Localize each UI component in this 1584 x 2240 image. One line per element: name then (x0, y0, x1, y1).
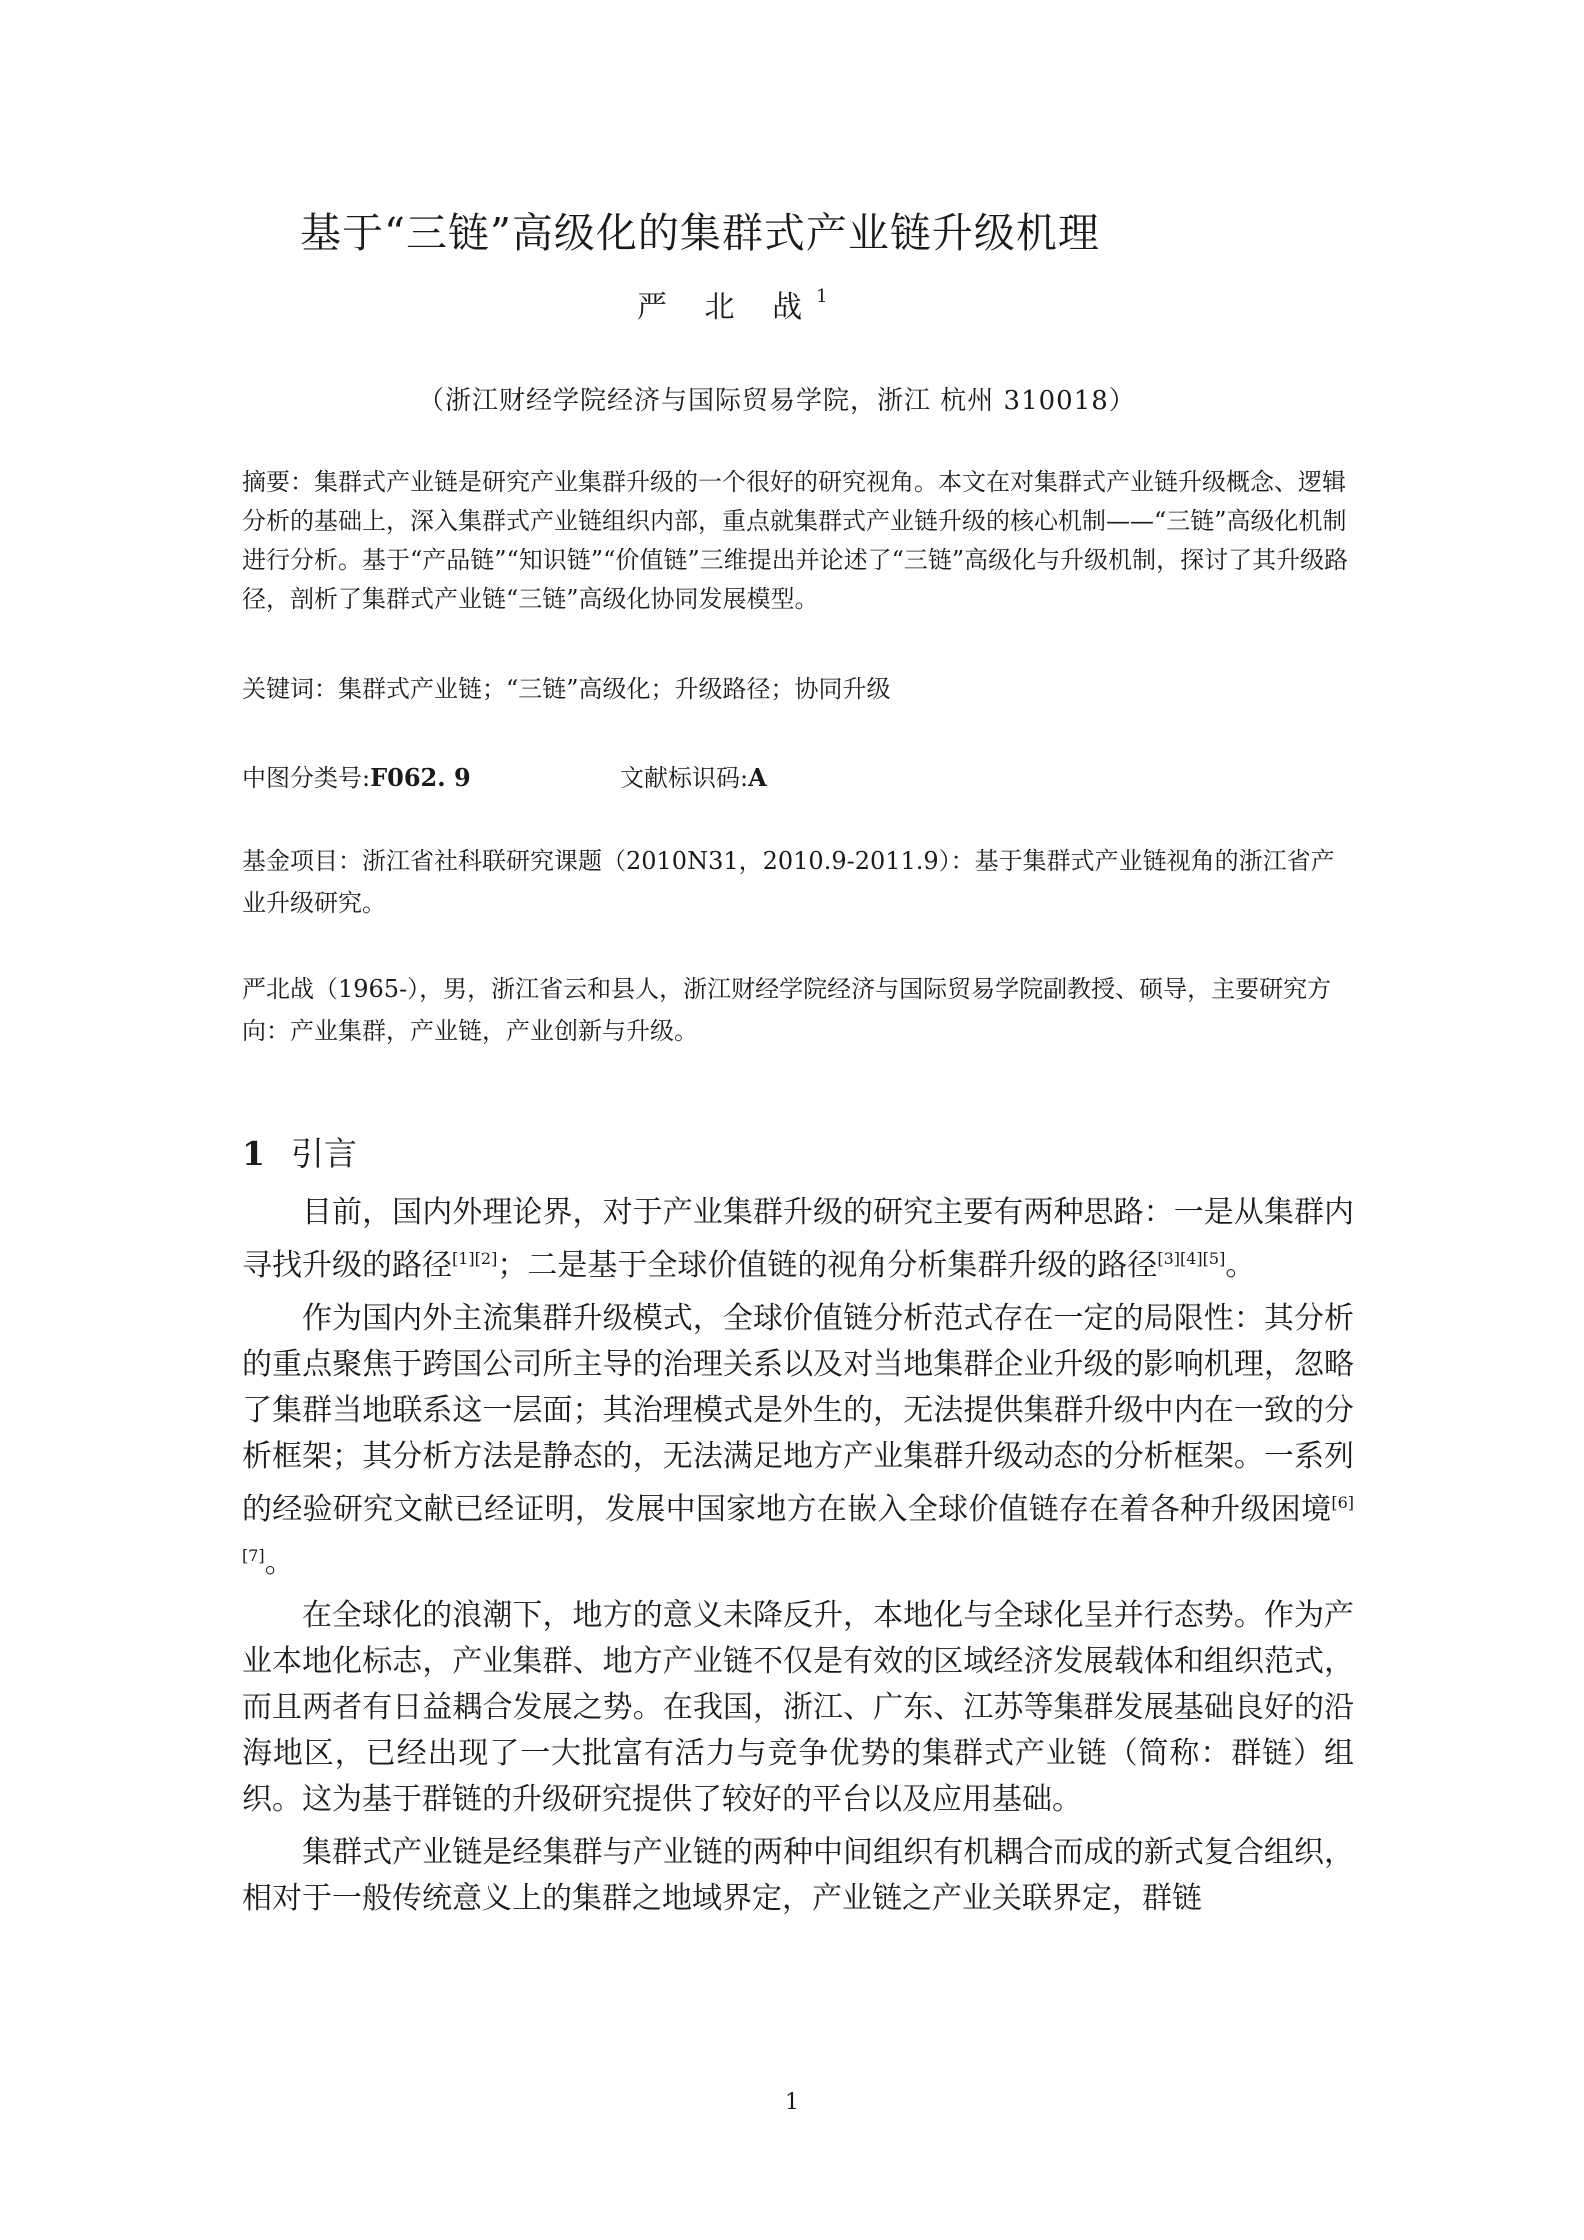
section-heading (242, 1128, 357, 1175)
section-title: 引言 (290, 1134, 357, 1173)
author-name: 严 北 战 (637, 290, 817, 325)
author-footnote-mark: 1 (816, 286, 828, 307)
paragraph-3: 在全球化的浪潮下，地方的意义未降反升，本地化与全球化呈并行态势。作为产业本地化标志，产业集群、地方产业链不仅是有效的区域经济发展载体和组织范式，而且两者有日益耦合发展之势。在我国，浙江、广东、江苏等集群发展基础良好的沿海地区，已经出现了一大批富有活力与竞争优势的集群式产业链（简称：群链）组织。这为基于群链的升级研究提供了较好的平台以及应用基础。 (242, 1598, 1354, 1817)
paragraph-4: 集群式产业链是经集群与产业链的两种中间组织有机耦合而成的新式复合组织，相对于一般传统意义上的集群之地域界定，产业链之产业关联界定，群链 (242, 1835, 1354, 1916)
clc-value: F062. 9 (370, 763, 471, 792)
fund-note: 基金项目：浙江省社科联研究课题（2010N31，2010.9-2011.9）：基于集群式产业链视角的浙江省产业升级研究。 (242, 847, 1335, 917)
doc-code-value: A (748, 763, 767, 792)
paragraph-text: 作为国内外主流集群升级模式，全球价值链分析范式存在一定的局限性：其分析的重点聚焦于跨国公司所主导的治理关系以及对当地集群企业升级的影响机理，忽略了集群当地联系这一层面；其治理模式是外生的，无法提供集群升级中内在一致的分析框架；其分析方法是静态的，无法满足地方产业集群升级动态的分析框架。一系列的经验研究文献已经证明，发展中国家地方在嵌入全球价值链存在着各种升级困境 (242, 1301, 1354, 1527)
body-text (242, 1190, 1354, 1929)
page-number: 1 (785, 2090, 799, 2115)
paragraph-2 (242, 1296, 1354, 1586)
author-bio: 严北战（1965-），男，浙江省云和县人，浙江财经学院经济与国际贸易学院副教授、硕导，主要研究方向：产业集群，产业链，产业创新与升级。 (242, 975, 1332, 1045)
paragraph-text: 目前，国内外理论界，对于产业集群升级的研究主要有两种思路：一是从集群内寻找升级的路径 (242, 1195, 1354, 1283)
citation: [6][7] (242, 1493, 1354, 1565)
author-line (637, 282, 828, 326)
section-number: 1 (242, 1134, 265, 1173)
paragraph-text: 。 (264, 1545, 295, 1580)
affiliation: （浙江财经学院经济与国际贸易学院，浙江 杭州 310018） (418, 386, 1136, 416)
clc-label: 中图分类号: (242, 764, 371, 792)
classification-line (242, 758, 767, 793)
doc-code-label: 文献标识码: (620, 764, 749, 792)
keywords: 关键词：集群式产业链；“三链”高级化；升级路径；协同升级 (242, 675, 891, 703)
abstract: 摘要：集群式产业链是研究产业集群升级的一个很好的研究视角。本文在对集群式产业链升级概念、逻辑分析的基础上，深入集群式产业链组织内部，重点就集群式产业链升级的核心机制——“三链”高级化机制进行分析。基于“产品链”“知识链”“价值链”三维提出并论述了“三链”高级化与升级机制，探讨了其升级路径，剖析了集群式产业链“三链”高级化协同发展模型。 (242, 468, 1349, 613)
citation: [1][2] (452, 1249, 498, 1268)
paragraph-text: ；二是基于全球价值链的视角分析集群升级的路径 (497, 1248, 1158, 1283)
paragraph-1 (242, 1190, 1354, 1289)
document-code (620, 758, 767, 793)
paper-title: 基于“三链”高级化的集群式产业链升级机理 (300, 209, 1100, 257)
paragraph-text: 。 (1225, 1248, 1256, 1283)
citation: [3][4][5] (1157, 1249, 1226, 1268)
